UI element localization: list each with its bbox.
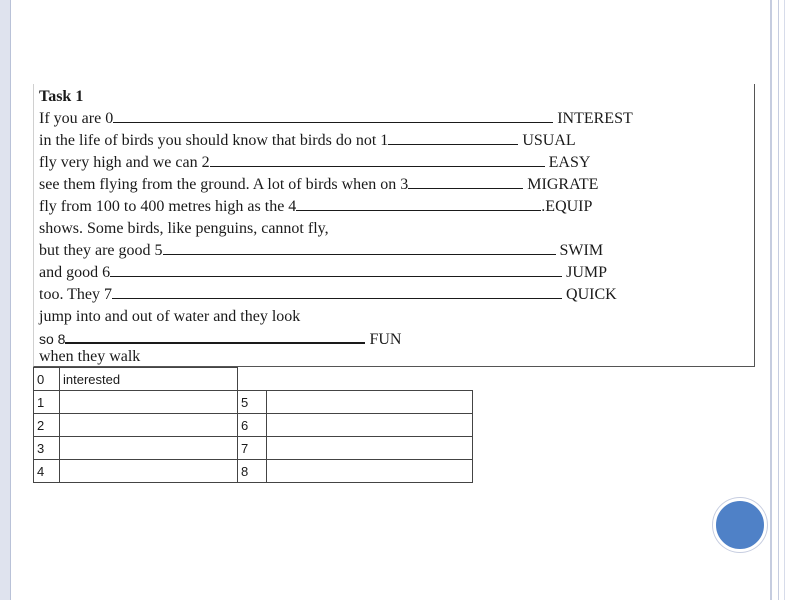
line-text: so 8 [39,331,66,347]
line-text: too. They 7 [39,286,113,303]
line-text: If you are 0 [39,110,114,127]
keyword: USUAL [518,132,576,149]
task-line [39,108,633,130]
frame-line [770,0,772,600]
keyword: SWIM [555,242,604,259]
keyword: QUICK [562,286,617,303]
task-line [39,284,617,306]
task-line [39,218,329,240]
keyword: MIGRATE [523,176,599,193]
table-cell-number: 4 [34,460,60,483]
table-cell-number: 5 [238,391,267,414]
keyword: INTEREST [553,110,633,127]
line-text: fly from 100 to 400 metres high as the 4 [39,198,297,215]
keyword: JUMP [562,264,608,281]
line-text: and good 6 [39,264,111,281]
table-cell-number: 0 [34,368,60,391]
task-line [39,306,300,328]
answer-blank [388,130,518,145]
table-cell-number: 7 [238,437,267,460]
table-cell-answer[interactable] [267,460,473,483]
task-line [39,346,140,367]
line-text: when they walk [39,348,141,365]
table-cell-number: 6 [238,414,267,437]
answer-blank [113,108,553,123]
table-cell-answer[interactable]: interested [60,368,238,391]
table-cell-number: 3 [34,437,60,460]
table-cell-answer[interactable] [267,437,473,460]
table-cell-answer[interactable] [267,391,473,414]
task-title: Task 1 [39,88,84,105]
line-text: shows. Some birds, like penguins, cannot fly, [39,220,329,237]
line-text: fly very high and we can 2 [39,154,210,171]
table-row [34,391,473,414]
table-cell-number: 8 [238,460,267,483]
task-line [39,174,598,196]
line-text: jump into and out of water and they look [39,308,301,325]
table-row [34,368,473,391]
table-cell-number: 2 [34,414,60,437]
table-cell-answer[interactable] [60,460,238,483]
table-row [34,460,473,483]
answer-blank [210,152,545,167]
answer-blank [408,174,523,189]
table-cell-empty [238,368,267,391]
table-cell-empty [267,368,473,391]
frame-line [778,0,779,600]
line-text: but they are good 5 [39,242,163,259]
table-cell-answer[interactable] [60,391,238,414]
decorative-circle [713,498,767,552]
task-line [39,262,607,284]
task-line [39,196,592,218]
frame-line [784,0,785,600]
keyword: EASY [544,154,591,171]
table-row [34,414,473,437]
task-line [39,152,590,174]
answer-blank [296,196,541,211]
slide-frame-left [0,0,11,600]
keyword: FUN [365,331,402,348]
table-cell-answer[interactable] [60,437,238,460]
answer-blank [65,328,365,344]
line-text: in the life of birds you should know that birds do not 1 [39,132,389,149]
task-text-box [33,84,755,367]
answer-blank [163,240,556,255]
table-row [34,437,473,460]
answer-table [33,367,473,483]
keyword: .EQUIP [541,198,593,215]
task-line [39,240,603,262]
line-text: see them flying from the ground. A lot of birds when on 3 [39,176,409,193]
task-line [39,130,576,152]
answer-blank [110,262,562,277]
answer-blank [112,284,562,299]
table-cell-answer[interactable] [60,414,238,437]
table-cell-answer[interactable] [267,414,473,437]
table-cell-number: 1 [34,391,60,414]
